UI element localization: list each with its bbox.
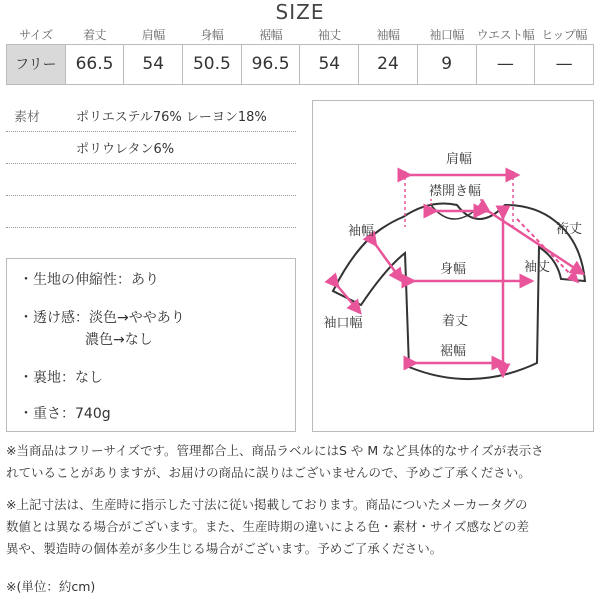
cuff-label: 袖口幅 [323,316,363,331]
footer-note-2b: 数値とは異なる場合がございます。また、生産時期の違いによる色・素材・サイズ感などの差 [6,519,530,534]
neck-label: 襟開き幅 [428,184,482,199]
body-width-label: 身幅 [439,262,467,277]
cell-hip-width: — [535,44,594,84]
cuff-arrow [335,283,357,309]
header-body-width: 身幅 [200,28,224,43]
cell-cuff-width: 9 [417,44,476,84]
yuki-label: 裄丈 [555,222,583,237]
footer-note-2c: 異や、製造時の個体差が多少生じる場合がございます。予めご了承ください。 [6,541,443,556]
size-title: SIZE [275,0,325,24]
cell-size: フリー [7,44,66,84]
table-row [7,44,594,84]
garment-diagram-svg [313,101,595,433]
material-row-empty [6,164,296,196]
material-line-2: ポリウレタン6% [76,142,175,157]
garment-diagram [312,100,594,432]
hem-label: 裾幅 [439,344,467,359]
header-cuff-width: 袖口幅 [429,28,464,43]
header-hem-width: 裾幅 [259,28,283,43]
footer-note-1b: れていることがありますが、お届けの商品に誤りはございませんので、予めご了承ください。 [6,465,531,480]
cell-waist-width: — [476,44,535,84]
size-table [6,26,594,85]
header-waist-width: ウエスト幅 [476,28,535,43]
header-sleeve-width: 袖幅 [376,28,400,43]
material-section [6,100,296,228]
sheer-note-dark: 濃色→なし [85,332,153,348]
shoulder-label: 肩幅 [445,152,473,167]
footer-note-2a: ※上記寸法は、生産時に指示した寸法に従い掲載しております。商品についたメーカータグの [6,497,528,512]
cell-length: 66.5 [65,44,124,84]
header-size: サイズ [19,28,53,43]
header-sleeve-length: 袖丈 [317,28,341,43]
stretch-note: ・生地の伸縮性：あり [19,272,159,288]
cell-body-width: 50.5 [183,44,242,84]
header-hip-width: ヒップ幅 [541,28,587,43]
cell-hem-width: 96.5 [241,44,300,84]
unit-note: ※(単位：約cm) [6,579,96,594]
material-row-empty [6,196,296,228]
length-label: 着丈 [441,314,469,329]
header-length: 着丈 [83,28,107,43]
weight-note: ・重さ：740g [19,406,111,422]
size-table-header [7,26,594,44]
material-row-1 [6,100,296,132]
header-shoulder: 肩幅 [141,28,165,43]
sleeve-length-label: 袖丈 [523,260,551,275]
lining-note: ・裏地：なし [19,370,103,386]
material-row-2 [6,132,296,164]
sleeve-width-label: 袖幅 [347,224,375,239]
footer-note-1a: ※当商品はフリーサイズです。管理都合上、商品ラベルにはS や M など具体的なサイズが表示さ [6,443,544,458]
material-label: 素材 [14,110,41,125]
material-line-1: ポリエステル76% レーヨン18% [76,110,267,125]
footer-note-2 [6,494,594,560]
sheer-note-light: ・透け感：淡色→ややあり [19,310,185,326]
cell-sleeve-width: 24 [359,44,418,84]
cell-sleeve-length: 54 [300,44,359,84]
footer-note-1 [6,440,594,484]
cell-shoulder: 54 [124,44,183,84]
fabric-notes-box [6,258,296,432]
